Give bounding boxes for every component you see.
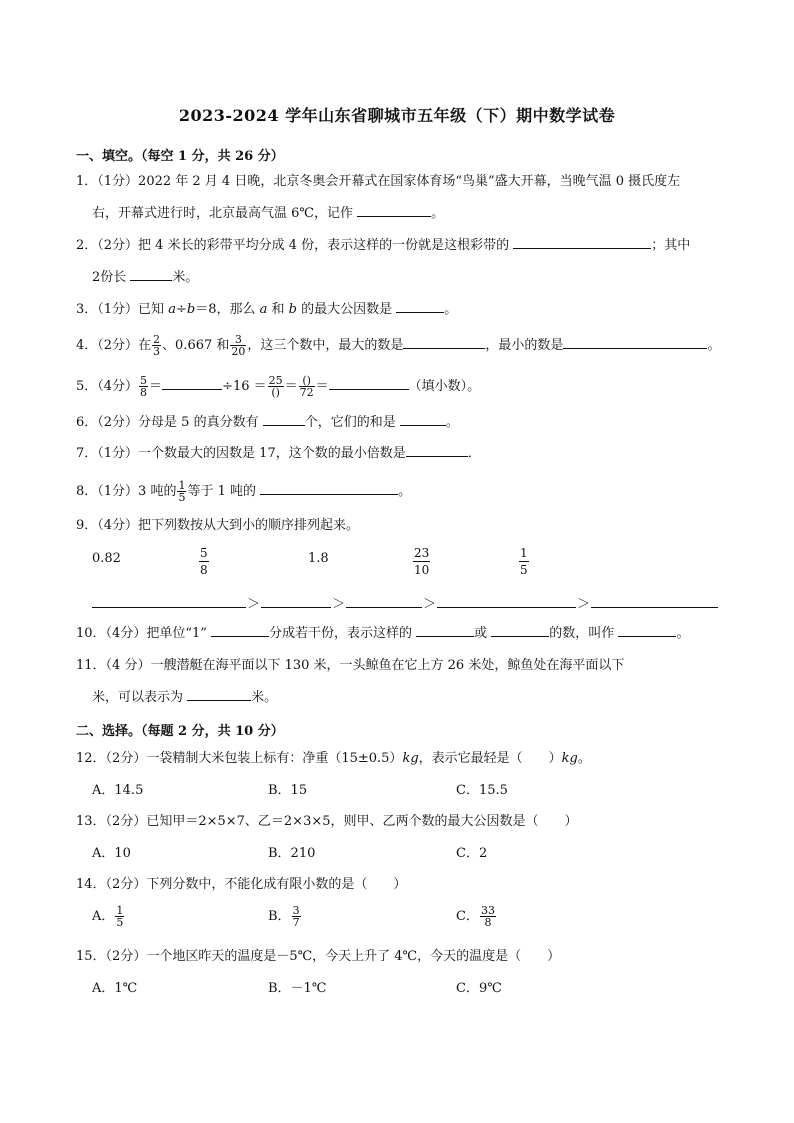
option-c[interactable]: C． $\frac{33}{8}$ (456, 904, 495, 929)
answer-blank[interactable] (416, 624, 474, 637)
section-fill-in-heading: 一、填空。（每空 1 分，共 26 分） (76, 149, 284, 164)
fraction-1-5: $\frac{1}{5}$ (520, 546, 528, 577)
question-1-line-1: 1．（1分）2022 年 2 月 4 日晚，北京冬奥会开幕式在国家体育场“鸟巢”盛大开幕，当晚气温 0 摄氏度左 (76, 174, 681, 189)
question-4: 4．（2分）在 $\frac{2}{3}$ 、0.667 和 $\frac{3}{20}$ ，这三个数中，最大的数是 ，最小的数是 。 (76, 333, 721, 358)
greater-than-sign: ＞ (422, 593, 437, 612)
answer-blank[interactable] (130, 268, 172, 281)
fraction-23-10: $\frac{23}{10}$ (414, 546, 430, 577)
answer-blank[interactable] (563, 336, 707, 349)
question-8: 8．（1分）3 吨的 $\frac{1}{5}$ 等于 1 吨的 。 (76, 479, 412, 504)
fraction: $\frac{5}{8}$ (140, 374, 148, 399)
greater-than-sign: ＞ (576, 593, 591, 612)
question-2-line-1: 2．（2分）把 4 米长的彩带平均分成 4 份，表示这样的一份就是这根彩带的 ；其中 (76, 238, 691, 253)
answer-blank[interactable] (618, 624, 676, 637)
number-0-82: 0.82 (92, 551, 121, 566)
fraction: $\frac{()}{72}$ (299, 374, 314, 399)
fraction: $\frac{1}{5}$ (178, 479, 186, 504)
fraction: $\frac{33}{8}$ (480, 904, 495, 929)
question-11-line-2: 米，可以表示为 米。 (92, 690, 278, 705)
answer-blank[interactable] (396, 300, 444, 313)
option-b[interactable]: B．210 (268, 846, 316, 861)
option-b[interactable]: B．－1℃ (268, 981, 327, 996)
answer-blank[interactable] (357, 204, 431, 217)
answer-blank[interactable] (400, 413, 446, 426)
answer-blank[interactable] (260, 482, 398, 495)
greater-than-sign: ＞ (331, 593, 346, 612)
question-14: 14．（2分）下列分数中，不能化成有限小数的是（ ） (76, 877, 407, 892)
section-choice-heading: 二、选择。（每题 2 分，共 10 分） (76, 724, 284, 739)
fraction-5-8: $\frac{5}{8}$ (200, 546, 208, 577)
answer-blank[interactable] (406, 444, 468, 457)
question-7: 7．（1分）一个数最大的因数是 17，这个数的最小倍数是 ． (76, 446, 481, 461)
question-2-line-2: 2份长 米。 (92, 270, 199, 285)
fraction: $\frac{1}{5}$ (116, 904, 124, 929)
answer-blank[interactable] (513, 236, 651, 249)
answer-blank[interactable] (187, 688, 251, 701)
answer-blank[interactable] (263, 413, 305, 426)
question-1-line-2: 右，开幕式进行时，北京最高气温 6℃，记作 。 (92, 206, 445, 221)
question-6: 6．（2分）分母是 5 的真分数有 个，它们的和是 。 (76, 415, 459, 430)
ordering-answer-line[interactable] (92, 607, 718, 608)
question-12: 12．（2分）一袋精制大米包装上标有：净重（15±0.5）kg，表示它最轻是（ ）kg。 (76, 751, 591, 766)
option-c[interactable]: C．9℃ (456, 981, 502, 996)
option-c[interactable]: C．2 (456, 846, 488, 861)
question-13: 13．（2分）已知甲＝2×5×7、乙＝2×3×5，则甲、乙两个数的最大公因数是（ ） (76, 814, 578, 829)
fraction: $\frac{3}{20}$ (231, 333, 246, 358)
answer-blank[interactable] (162, 377, 222, 390)
greater-than-sign: ＞ (246, 593, 261, 612)
answer-blank[interactable] (211, 624, 269, 637)
question-10: 10．（4分）把单位“1” 分成若干份，表示这样的 或 的数，叫作 。 (76, 626, 690, 641)
option-a[interactable]: A．14.5 (92, 783, 144, 798)
fraction: $\frac{25}{()}$ (268, 374, 283, 399)
question-3: 3．（1分）已知 a÷b＝8，那么 a 和 b 的最大公因数是 。 (76, 302, 458, 317)
option-c[interactable]: C．15.5 (456, 783, 508, 798)
question-11-line-1: 11．（4 分）一艘潜艇在海平面以下 130 米，一头鲸鱼在它上方 26 米处，鲸鱼处在海平面以下 (76, 658, 625, 673)
fraction: $\frac{2}{3}$ (153, 333, 161, 358)
question-9: 9．（4分）把下列数按从大到小的顺序排列起来。 (76, 518, 360, 533)
fraction: $\frac{3}{7}$ (292, 904, 300, 929)
option-a[interactable]: A． $\frac{1}{5}$ (92, 904, 124, 929)
question-5: 5．（4分） $\frac{5}{8}$ ＝ ÷16 ＝ $\frac{25}{()}$ ＝ $\frac{()}{72}$ ＝ （填小数）。 (76, 374, 481, 399)
option-a[interactable]: A．1℃ (92, 981, 138, 996)
option-a[interactable]: A．10 (92, 846, 131, 861)
answer-blank[interactable] (491, 624, 549, 637)
option-b[interactable]: B． $\frac{3}{7}$ (268, 904, 300, 929)
answer-blank[interactable] (329, 377, 409, 390)
option-b[interactable]: B．15 (268, 783, 308, 798)
question-15: 15．（2分）一个地区昨天的温度是－5℃，今天上升了 4℃，今天的温度是（ ） (76, 949, 561, 964)
number-1-8: 1.8 (308, 551, 329, 566)
page-title: 2023-2024 学年山东省聊城市五年级（下）期中数学试卷 (178, 106, 616, 125)
answer-blank[interactable] (403, 336, 485, 349)
